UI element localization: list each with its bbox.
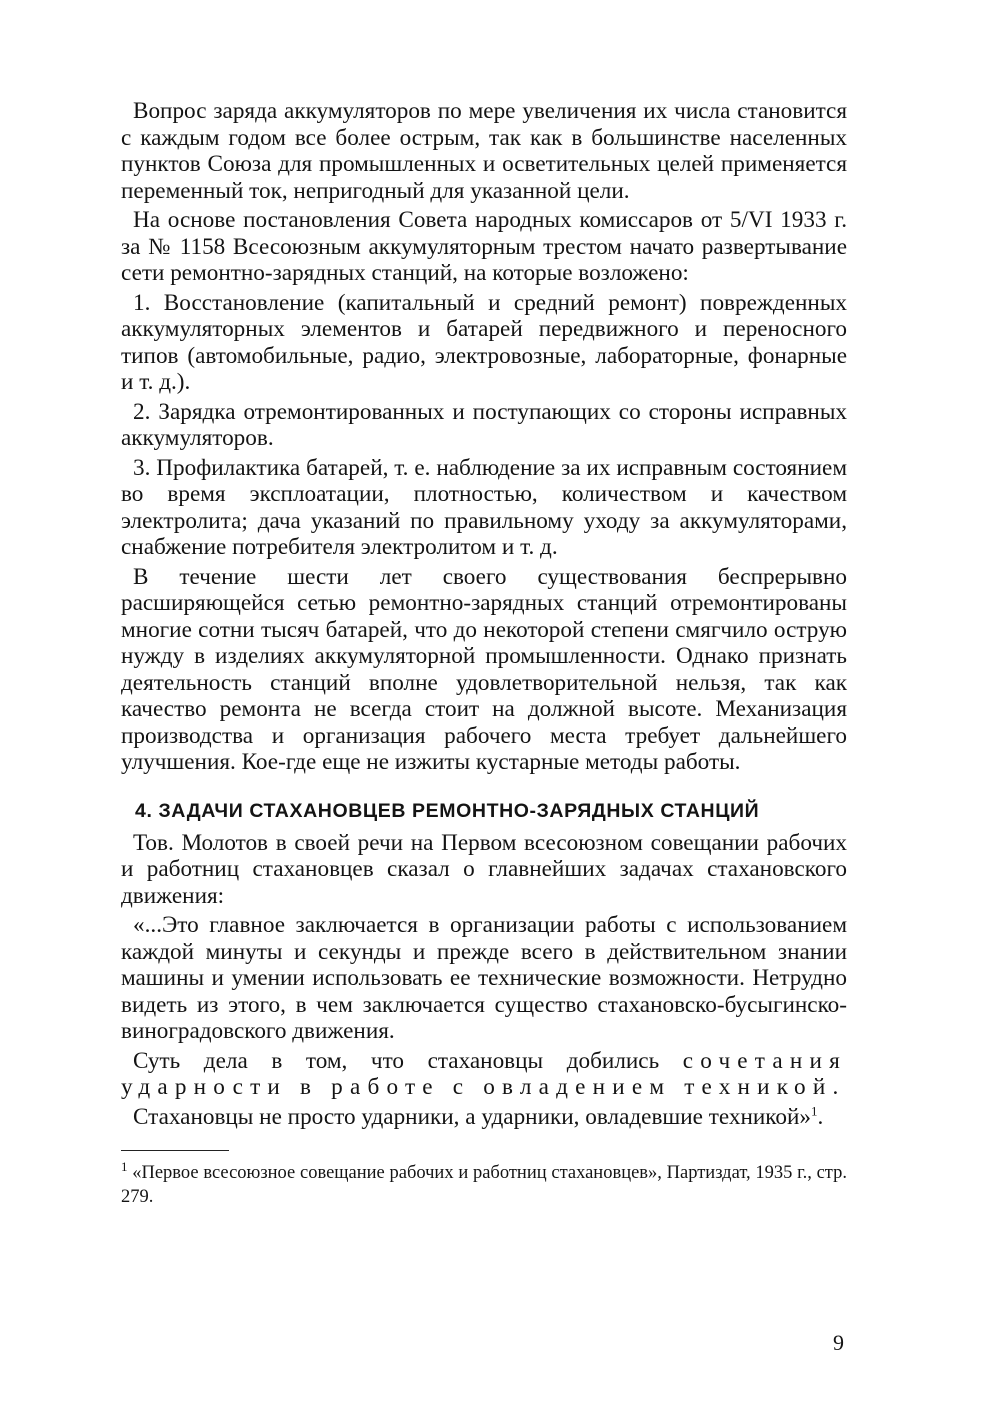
list-item-prophylaxis: 3. Профилактика батарей, т. е. наблюдение за их исправным состоянием во время эксплоатации, плотностью, количеством и качеством электролита; дача указаний по правильному уходу за аккумуляторами, снабжение потребителя электролитом и т. д. bbox=[121, 454, 847, 560]
list-item-charging: 2. Зарядка отремонтированных и поступающих со стороны исправных аккумуляторов. bbox=[121, 398, 847, 451]
quote-final-period: . bbox=[817, 1103, 824, 1130]
paragraph-six-years: В течение шести лет своего существования беспрерывно расширяющейся сетью ремонтно-зарядных станций отремонтированы многие сотни тысяч батарей, что до некоторой степени смягчило острую нужду в изделиях аккумуляторной промышленности. Однако признать деятельность станций вполне удовлетворительной нельзя, так как качество ремонта не всегда стоит на должной высоте. Механизация производства и организация рабочего места требует дальнейшего улучшения. Кое-где еще не изжиты кустарные методы работы. bbox=[121, 563, 847, 775]
quote-spaced-text: сочетания ударности в работе с овладением техникой. bbox=[121, 1047, 847, 1100]
footnote-mark: 1 bbox=[121, 1158, 128, 1174]
quote-paragraph-3 bbox=[121, 1104, 847, 1131]
footnote-divider bbox=[121, 1150, 229, 1151]
quote-lead-text: Суть дела в том, что стахановцы добились bbox=[133, 1047, 683, 1074]
section-heading: 4. ЗАДАЧИ СТАХАНОВЦЕВ РЕМОНТНО-ЗАРЯДНЫХ СТАНЦИЙ bbox=[135, 799, 760, 822]
footnote-reference-mark: 1 bbox=[810, 1102, 818, 1118]
quote-final-text: Стахановцы не просто ударники, а ударники, овладевшие техникой» bbox=[133, 1103, 811, 1130]
paragraph-battery-charging: Вопрос заряда аккумуляторов по мере увеличения их числа становится с каждым годом все более острым, так как в большинстве населенных пунктов Союза для промышленных и осветительных целей применяется переменный ток, непригодный для указанной цели. bbox=[121, 98, 847, 204]
quote-paragraph-1: «...Это главное заключается в организации работы с использованием каждой минуты и секунды и прежде всего в действительном знании машины и умении использовать ее технические возможности. Нетрудно видеть из этого, в чем заключается существо стахановско-бусыгинско-виноградовского движения. bbox=[121, 912, 847, 1044]
list-item-restoration: 1. Восстановление (капитальный и средний ремонт) поврежденных аккумуляторных элементов и батарей передвижного и переносного типов (автомобильные, радио, электровозные, лабораторные, фонарные и т. д.). bbox=[121, 289, 847, 395]
quote-paragraph-2 bbox=[121, 1048, 847, 1101]
paragraph-molotov: Тов. Молотов в своей речи на Первом всесоюзном совещании рабочих и работниц стахановцев сказал о главнейших задачах стахановского движения: bbox=[121, 829, 847, 909]
footnote bbox=[121, 1158, 847, 1209]
page-number: 9 bbox=[833, 1330, 844, 1355]
footnote-text: «Первое всесоюзное совещание рабочих и работниц стахановцев», Партиздат, 1935 г., стр. 279. bbox=[121, 1163, 847, 1207]
paragraph-decree: На основе постановления Совета народных комиссаров от 5/VI 1933 г. за № 1158 Всесоюзным аккумуляторным трестом начато развертывание сети ремонтно-зарядных станций, на которые возложено: bbox=[121, 207, 847, 286]
page-body bbox=[121, 98, 847, 1209]
